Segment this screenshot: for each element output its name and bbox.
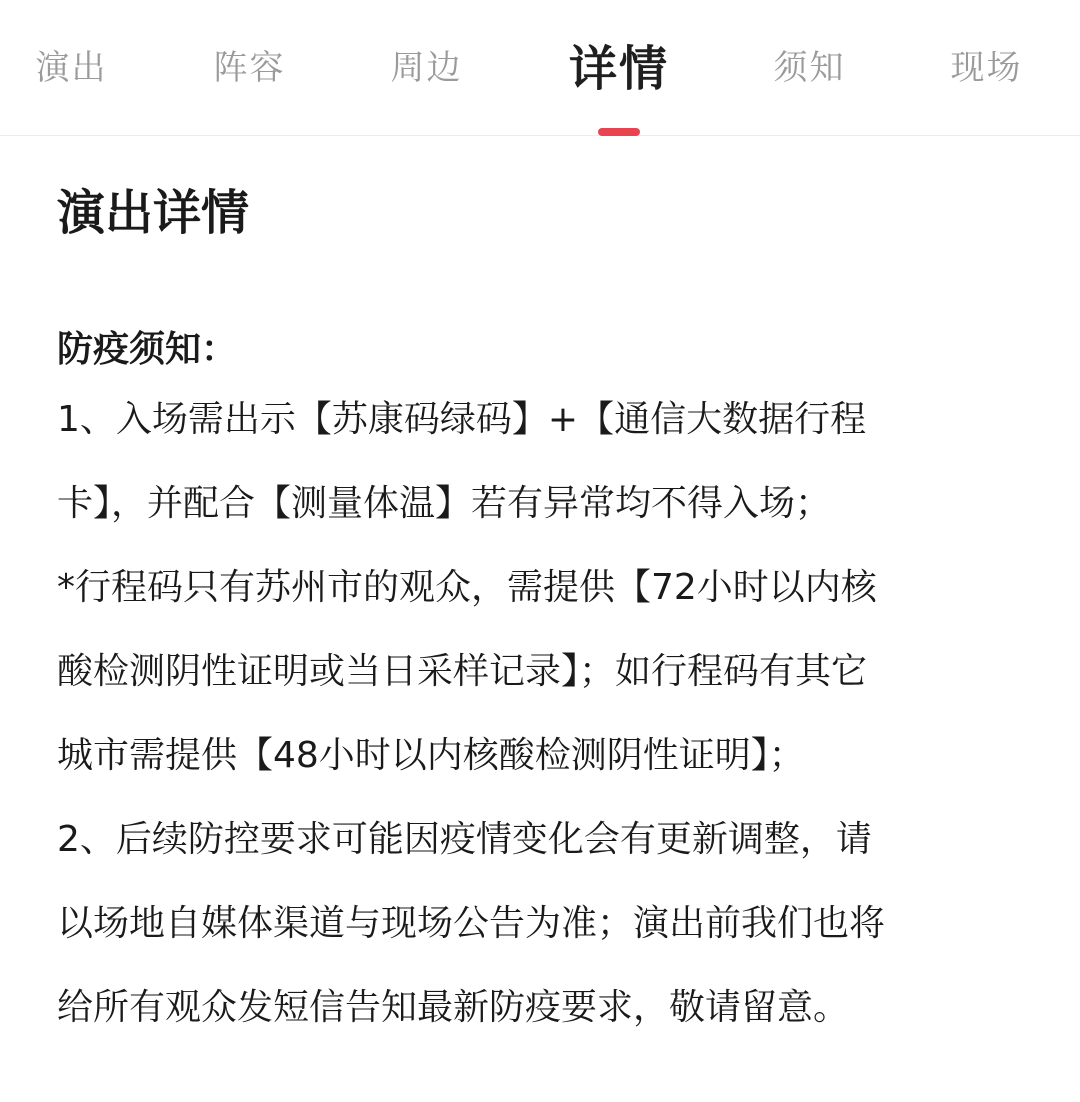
notice-line: 给所有观众发短信告知最新防疫要求，敬请留意。 [57,987,850,1028]
tab-notice[interactable] [738,0,881,136]
tab-lineup[interactable] [178,0,321,136]
tab-merchandise[interactable] [355,0,498,136]
tab-performance-label: 演出 [35,47,108,88]
notice-line: 酸检测阴性证明或当日采样记录】；如行程码有其它 [57,651,868,692]
tab-details[interactable] [540,0,698,136]
section-title: 演出详情 [57,185,250,241]
notice-line: 卡】，并配合【测量体温】若有异常均不得入场； [57,483,832,524]
tab-details-label: 详情 [568,40,669,97]
tab-notice-label: 须知 [773,47,846,88]
notice-line: 2、后续防控要求可能因疫情变化会有更新调整，请 [57,819,872,860]
notice-body [57,378,1027,1050]
notice-heading: 防疫须知： [57,329,238,370]
tab-live-label: 现场 [950,47,1023,88]
notice-line: 以场地自媒体渠道与现场公告为准；演出前我们也将 [57,903,886,944]
tab-bar [0,0,1080,136]
detail-content [57,180,1027,1050]
notice-line: 1、入场需出示【苏康码绿码】+【通信大数据行程 [57,399,867,440]
active-tab-indicator [598,128,640,136]
notice-line: 城市需提供【48小时以内核酸检测阴性证明】； [57,735,805,776]
notice-line: *行程码只有苏州市的观众，需提供【72小时以内核 [57,567,877,608]
tab-lineup-label: 阵容 [213,47,286,88]
tab-performance[interactable] [0,0,143,136]
tab-live[interactable] [915,0,1058,136]
tab-merchandise-label: 周边 [390,47,463,88]
